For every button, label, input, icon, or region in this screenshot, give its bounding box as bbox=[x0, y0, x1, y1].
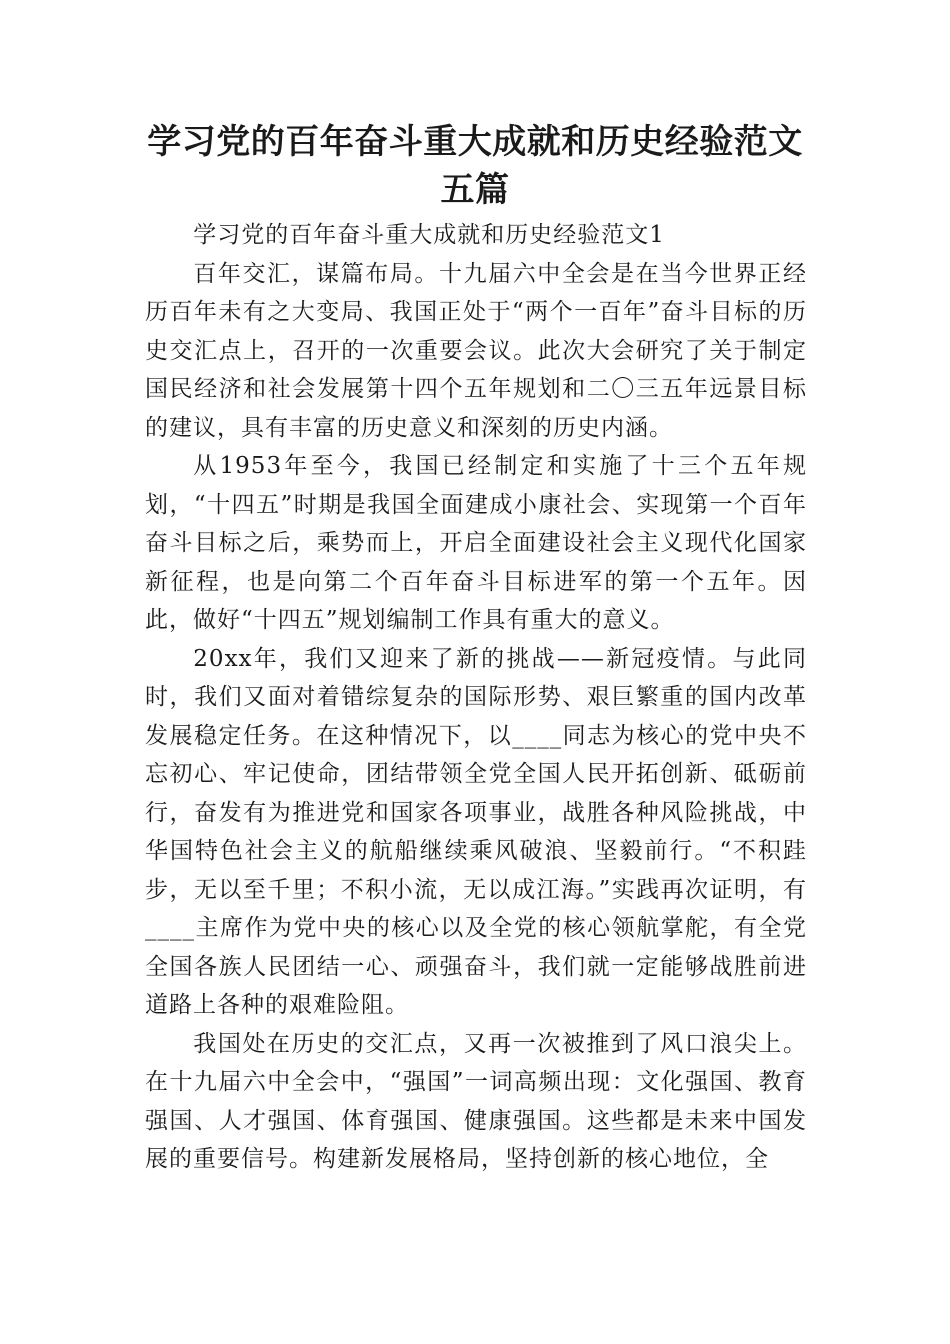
section-heading: 学习党的百年奋斗重大成就和历史经验范文1 bbox=[193, 222, 665, 248]
paragraph-3: 20xx年，我们又迎来了新的挑战——新冠疫情。与此同时，我们又面对着错综复杂的国际形势、艰巨繁重的国内改革发展稳定任务。在这种情况下，以____同志为核心的党中央不忘初心、牢记使命，团结带领全党全国人民开拓创新、砥砺前行，奋发有为推进党和国家各项事业，战胜各种风险挑战，中华国特色社会主义的航船继续乘风破浪、坚毅前行。“不积跬步，无以至千里；不积小流，无以成江海。”实践再次证明，有____主席作为党中央的核心以及全党的核心领航掌舵，有全党全国各族人民团结一心、顽强奋斗，我们就一定能够战胜前进道路上各种的艰难险阻。 bbox=[145, 645, 807, 1018]
document-body bbox=[145, 216, 807, 1179]
paragraph-4: 我国处在历史的交汇点，又再一次被推到了风口浪尖上。在十九届六中全会中，“强国”一词高频出现：文化强国、教育强国、人才强国、体育强国、健康强国。这些都是未来中国发展的重要信号。构建新发展格局，坚持创新的核心地位，全 bbox=[145, 1030, 807, 1172]
paragraph-1: 百年交汇，谋篇布局。十九届六中全会是在当今世界正经历百年未有之大变局、我国正处于“两个一百年”奋斗目标的历史交汇点上，召开的一次重要会议。此次大会研究了关于制定国民经济和社会发展第十四个五年规划和二〇三五年远景目标的建议，具有丰富的历史意义和深刻的历史内涵。 bbox=[145, 260, 807, 441]
document-title: 学习党的百年奋斗重大成就和历史经验范文五篇 bbox=[147, 122, 803, 210]
paragraph-2: 从1953年至今，我国已经制定和实施了十三个五年规划，“十四五”时期是我国全面建成小康社会、实现第一个百年奋斗目标之后，乘势而上，开启全面建设社会主义现代化国家新征程，也是向第二个百年奋斗目标进军的第一个五年。因此，做好“十四五”规划编制工作具有重大的意义。 bbox=[145, 453, 807, 633]
